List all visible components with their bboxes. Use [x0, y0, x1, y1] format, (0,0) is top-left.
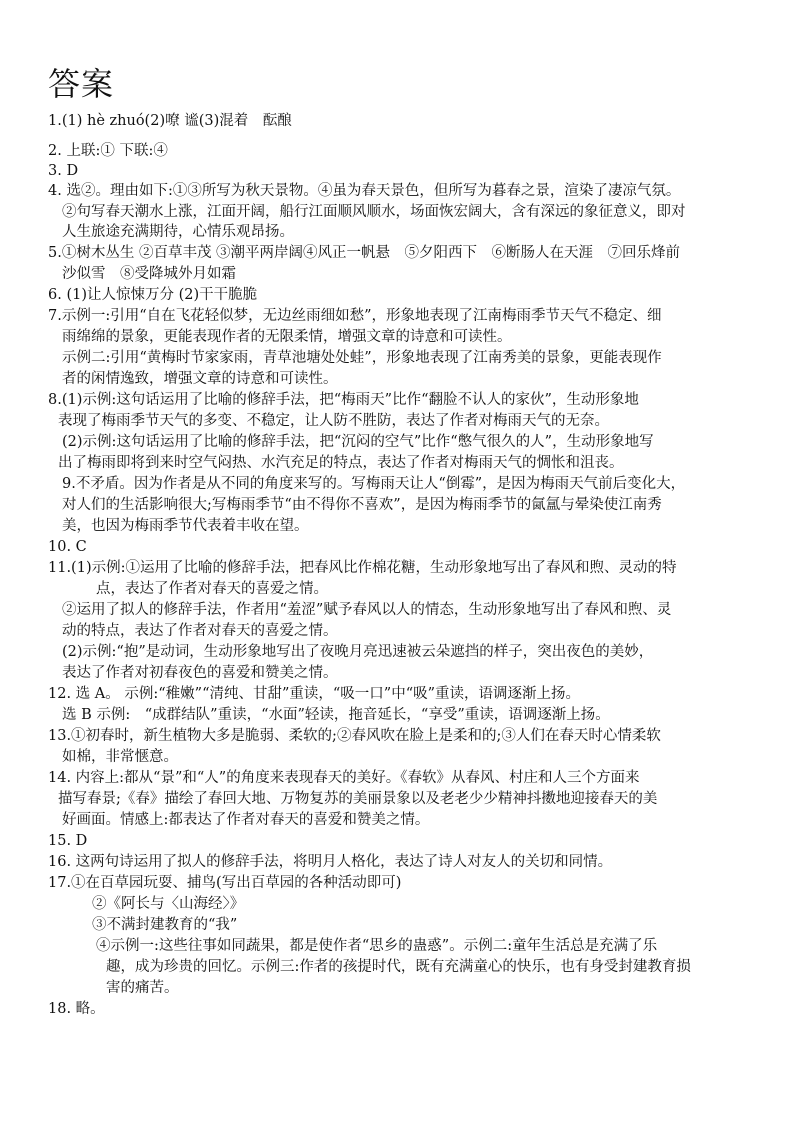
answer-line: ③不满封建教育的“我”: [92, 917, 238, 933]
answer-line: 出了梅雨即将到来时空气闷热、水汽充足的特点，表达了作者对梅雨天气的惆怅和沮丧。: [58, 455, 624, 471]
answer-line: ②句写春天潮水上涨，江面开阔，船行江面顺风顺水，场面恢宏阔大，含有深远的象征意义，即对: [62, 204, 686, 220]
answer-line: (2)示例:这句话运用了比喻的修辞手法，把“沉闷的空气”比作“憋气很久的人”，生动形象地写: [62, 434, 654, 450]
answer-line: 好画面。情感上:都表达了作者对春天的喜爱和赞美之情。: [62, 812, 430, 828]
answer-line: 动的特点，表达了作者对春天的喜爱之情。: [62, 623, 338, 639]
answer-line: 8.(1)示例:这句话运用了比喻的修辞手法，把“梅雨天”比作“翻脸不认人的家伙”，生动形象地: [48, 392, 639, 408]
answer-line: 者的闲情逸致，增强文章的诗意和可读性。: [62, 371, 338, 387]
answer-line: 6. (1)让人惊悚万分 (2)干干脆脆: [48, 287, 258, 303]
answer-line: 16. 这两句诗运用了拟人的修辞手法，将明月人格化，表达了诗人对友人的关切和同情。: [48, 854, 613, 870]
answer-line: 5.①树木丛生 ②百草丰茂 ③潮平两岸阔④风正一帆悬 ⑤夕阳西下 ⑥断肠人在天涯 ⑦回乐烽前: [48, 245, 681, 261]
answer-line: 2. 上联:① 下联:④: [48, 143, 168, 159]
answer-line: (2)示例:“抱”是动词，生动形象地写出了夜晚月亮迅速被云朵遮挡的样子，突出夜色的美妙，: [62, 644, 654, 660]
answer-line: 表达了作者对初春夜色的喜爱和赞美之情。: [62, 665, 338, 681]
answer-line: 14. 内容上:都从“景”和“人”的角度来表现春天的美好。《春软》从春风、村庄和人三个方面来: [48, 770, 640, 786]
answer-line: 4. 选②。理由如下:①③所写为秋天景物。④虽为春天景色，但所写为暮春之景，渲染了凄凉气氛。: [48, 183, 681, 199]
answer-line: 表现了梅雨季节天气的多变、不稳定，让人防不胜防，表达了作者对梅雨天气的无奈。: [58, 413, 609, 429]
answer-line: 12. 选 A。 示例:“稚嫩”“清纯、甘甜”重读，“吸一口”中“吸”重读，语调逐渐上扬。: [48, 686, 581, 702]
answer-line: 10. C: [48, 539, 87, 555]
answer-line: 沙似雪 ⑧受降城外月如霜: [62, 266, 236, 282]
answer-line: 美，也因为梅雨季节代表着丰收在望。: [62, 518, 309, 534]
answer-line: ②运用了拟人的修辞手法，作者用“羞涩”赋予春风以人的情态，生动形象地写出了春风和煦、灵: [62, 602, 672, 618]
answer-line: ④示例一:这些往事如同蔬果，都是使作者“思乡的蛊惑”。示例二:童年生活总是充满了乐: [96, 938, 658, 954]
answer-line: 示例二:引用“黄梅时节家家雨，青草池塘处处蛙”，形象地表现了江南秀美的景象，更能表现作: [62, 350, 662, 366]
answer-line: 17.①在百草园玩耍、捕鸟(写出百草园的各种活动即可): [48, 875, 402, 891]
answer-line: 9.不矛盾。因为作者是从不同的角度来写的。写梅雨天让人“倒霉”，是因为梅雨天气前后变化大，: [62, 476, 686, 492]
page-title: 答案: [48, 65, 115, 103]
answer-line: 18. 略。: [48, 1001, 105, 1017]
answer-line: 人生旅途充满期待，心情乐观昂扬。: [62, 224, 294, 240]
answer-line: 1.(1) hè zhuó(2)嘹 谧(3)混着 酝酿: [48, 113, 292, 129]
answer-line: 11.(1)示例:①运用了比喻的修辞手法，把春风比作棉花糖，生动形象地写出了春风和煦、灵动的特: [48, 560, 677, 576]
answer-line: 选 B 示例: “成群结队”重读，“水面”轻读，拖音延长，“享受”重读，语调逐渐上扬。: [62, 707, 610, 723]
answer-line: ②《阿长与〈山海经〉》: [92, 896, 245, 912]
answer-line: 3. D: [48, 163, 79, 179]
answer-line: 点，表达了作者对春天的喜爱之情。: [96, 581, 328, 597]
answer-line: 15. D: [48, 833, 88, 849]
answer-line: 害的痛苦。: [106, 980, 179, 996]
answer-line: 对人们的生活影响很大;写梅雨季节“由不得你不喜欢”，是因为梅雨季节的氤氲与晕染使江南秀: [62, 497, 662, 513]
answer-line: 趣，成为珍贵的回忆。示例三:作者的孩提时代，既有充满童心的快乐，也有身受封建教育损: [106, 959, 691, 975]
answer-line: 7.示例一:引用“自在飞花轻似梦，无边丝雨细如愁”，形象地表现了江南梅雨季节天气不稳定、细: [48, 308, 662, 324]
answer-line: 如棉，非常惬意。: [62, 749, 178, 765]
answer-line: 描写春景;《春》描绘了春回大地、万物复苏的美丽景象以及老老少少精神抖擞地迎接春天的美: [58, 791, 658, 807]
answer-line: 雨绵绵的景象，更能表现作者的无限柔情，增强文章的诗意和可读性。: [62, 329, 512, 345]
answer-line: 13.①初春时，新生植物大多是脆弱、柔软的;②春风吹在脸上是柔和的;③人们在春天时心情柔软: [48, 728, 661, 744]
